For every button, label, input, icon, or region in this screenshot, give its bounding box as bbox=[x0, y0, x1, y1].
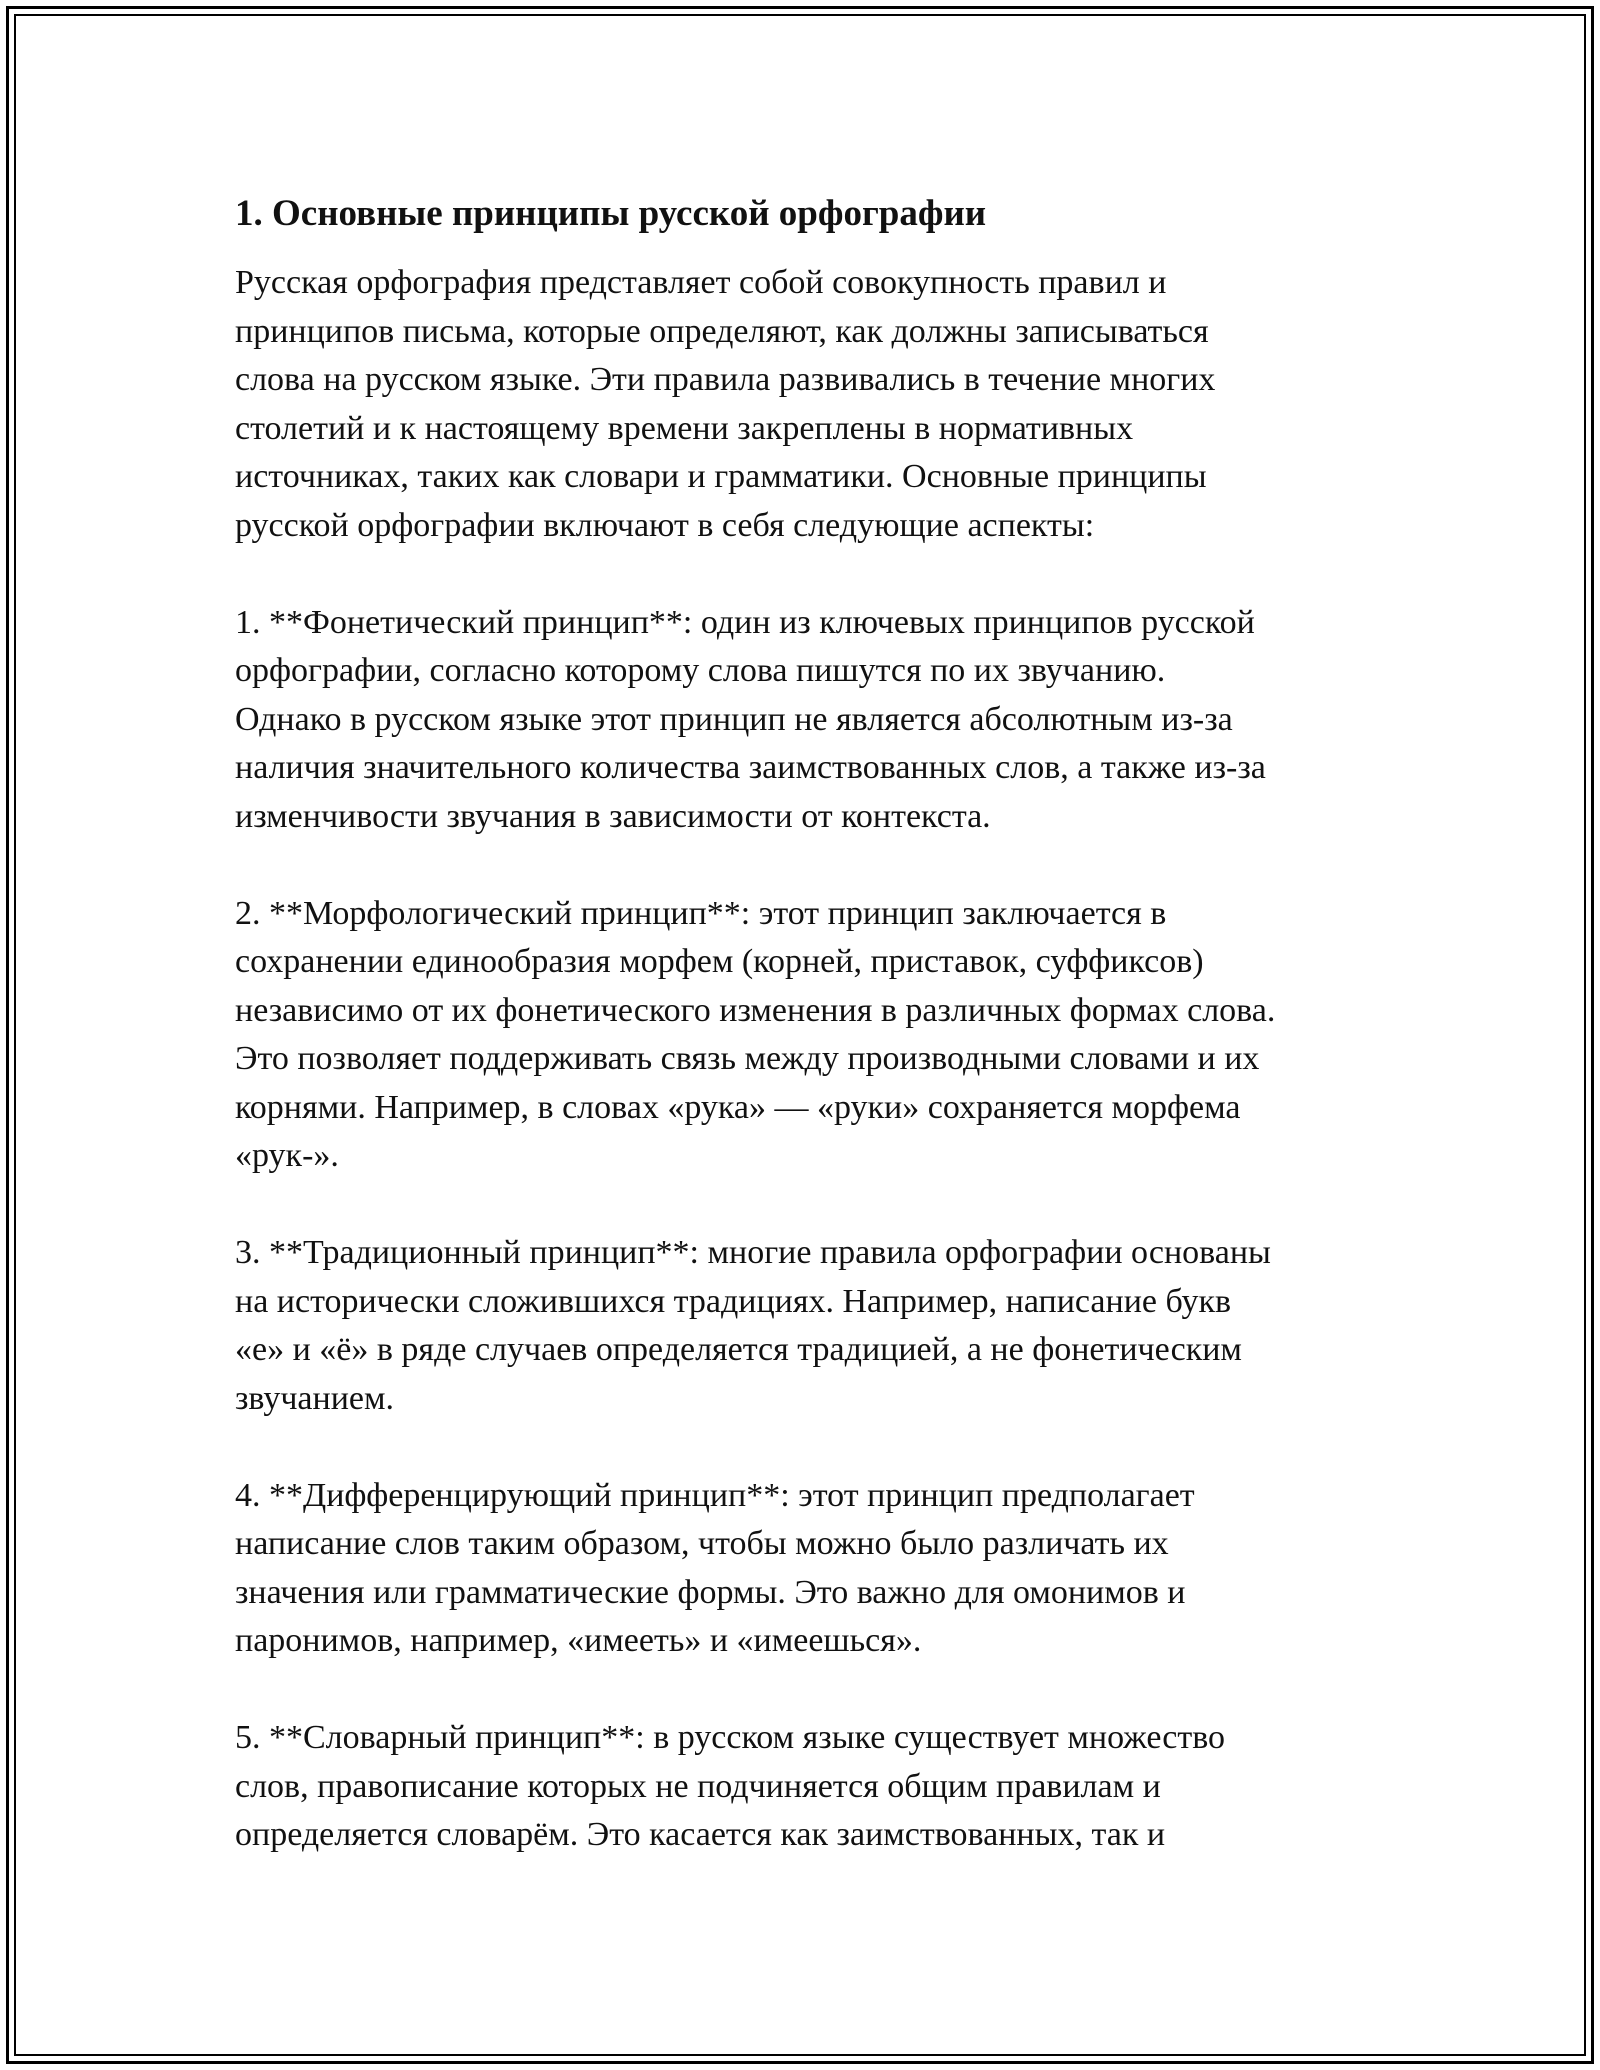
document-body bbox=[235, 259, 1395, 1860]
paragraph-traditional-principle: 3. **Традиционный принцип**: многие правила орфографии основаны на исторически сложившихся традициях. Например, написание букв «е» и «ё» в ряде случаев определяется традицией, а не фонетическим звучанием. bbox=[235, 1234, 1271, 1417]
paragraph-dictionary-principle: 5. **Словарный принцип**: в русском языке существует множество слов, правописание которых не подчиняется общим правилам и определяется словарём. Это касается как заимствованных, так и bbox=[235, 1719, 1226, 1853]
paragraph-differentiating-principle: 4. **Дифференцирующий принцип**: этот принцип предполагает написание слов таким образом, чтобы можно было различать их значения или грамматические формы. Это важно для омонимов и паронимов, например, «имееть» и «имеешься». bbox=[235, 1476, 1195, 1659]
document-title: 1. Основные принципы русской орфографии bbox=[235, 193, 987, 234]
paragraph-morphological-principle: 2. **Морфологический принцип**: этот принцип заключается в сохранении единообразия морфем (корней, приставок, суффиксов) независимо от их фонетического изменения в различных формах слова. Это позволяет поддерживать связь между производными словами и их корнями. Например, в словах «рука» — «руки» сохраняется морфема «рук-». bbox=[235, 894, 1276, 1174]
document-page bbox=[235, 187, 1395, 1860]
paragraph-phonetic-principle: 1. **Фонетический принцип**: один из ключевых принципов русской орфографии, согласно которому слова пишутся по их звучанию. Однако в русском языке этот принцип не является абсолютным из-за наличия значительного количества заимствованных слов, а также из-за изменчивости звучания в зависимости от контекста. bbox=[235, 603, 1266, 835]
paragraph-intro: Русская орфография представляет собой совокупность правил и принципов письма, которые определяют, как должны записываться слова на русском языке. Эти правила развивались в течение многих столетий и к настоящему времени закреплены в нормативных источниках, таких как словари и грамматики. Основные принципы русской орфографии включают в себя следующие аспекты: bbox=[235, 264, 1216, 544]
